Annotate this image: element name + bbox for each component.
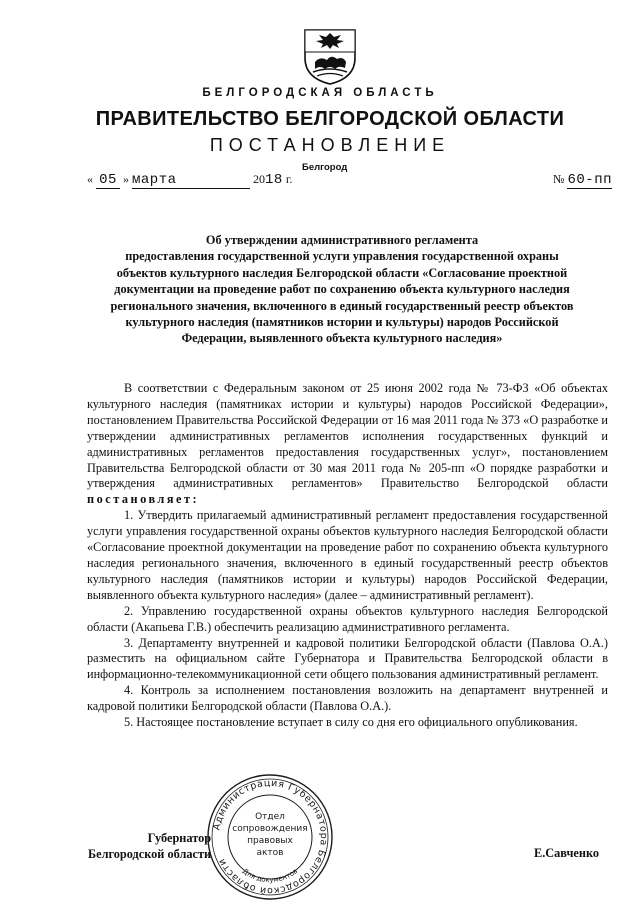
date-year-suffix: 18 [265,172,283,188]
title-line: Федерации, выявленного объекта культурного наследия» [181,331,503,346]
region-name: БЕЛГОРОДСКАЯ ОБЛАСТЬ [202,87,438,99]
document-date [87,172,292,189]
signatory-position [88,830,211,862]
document-title [82,232,602,347]
title-line: культурного наследия (памятников истории и культуры) народов Российской [125,315,559,330]
date-open-quote: « [87,172,93,186]
document-type: ПОСТАНОВЛЕНИЕ [209,135,451,155]
date-close-quote: » [123,172,129,186]
stamp-center-line: актов [256,848,284,858]
title-line: регионального значения, включенного в единый государственный реестр объектов [110,298,574,313]
title-line: документации на проведение работ по сохранению объекта культурного наследия [114,282,570,297]
official-stamp [205,772,335,902]
position-line: Губернатор [147,831,212,845]
date-year-mark: г. [285,172,293,186]
document-number [553,172,612,189]
stamp-ring-text: Администрация Губернатора Белгородской области [211,777,330,897]
stamp-center-line: правовых [247,836,293,846]
number-label: № [553,172,565,186]
stamp-center-line: сопровождения [232,824,308,834]
number-value: 60-пп [567,172,612,188]
position-line: Белгородской области [88,847,212,861]
preamble-text: В соответствии с Федеральным законом от 25 июня 2002 года № 73-ФЗ «Об объектах культурного наследия (памятниках истории и культуры) народов Российской Федерации», постановлением Правительства Российской Федерации от 16 мая 2011 года № 373 «О разработке и утверждении административных регламентов исполнения государственных функций и административных регламентов предоставления государственных услуг», постановлением Правительства Белгородской области от 30 мая 2011 года № 205-пп «О порядке разработки и утверждения административных регламентов» Правительство Белгородской области [87,381,608,491]
stamp-bottom-text: Для документов [240,867,300,885]
clause-paragraph: 1. Утвердить прилагаемый административный регламент предоставления государственной услуги управления государственной охраны объектов культурного наследия Белгородской области «Согласование проектной документации на проведение работ по сохранению объекта культурного наследия регионального значения, включенного в единый государственный реестр объектов культурного наследия (памятников истории и культуры) народов Российской Федерации, выявленного объекта культурного наследия» (далее – административный регламент). [87,508,608,602]
clause-paragraph: 3. Департаменту внутренней и кадровой политики Белгородской области (Павлова О.А.) разместить на официальном сайте Губернатора и Правительства Белгородской области в информационно-телекоммуникационной сети общего пользования административный регламент. [87,635,608,682]
title-line: Об утверждении административного регламента [205,233,479,247]
coat-of-arms-icon [301,24,359,86]
preamble-paragraph [87,381,608,508]
stamp-center-line: Отдел [255,812,285,822]
clause-paragraph: 5. Настоящее постановление вступает в силу со дня его официального опубликования. [124,715,578,730]
document-body [87,381,608,731]
clause-paragraph: 4. Контроль за исполнением постановления возложить на департамент внутренней и кадровой политики Белгородской области (Павлова О.А.). [87,683,608,714]
date-month: марта [132,172,250,189]
title-line: объектов культурного наследия Белгородской области «Согласование проектной [116,265,568,280]
city: Белгород [302,162,348,173]
date-day: 05 [96,172,120,189]
signatory-name: Е.Савченко [534,846,600,860]
clause-paragraph: 2. Управлению государственной охраны объектов культурного наследия Белгородской области (Акапьева Г.В.) обеспечить реализацию административного регламента. [87,603,608,634]
date-year-prefix: 20 [253,172,265,186]
title-line: предоставления государственной услуги управления государственной охраны [125,249,559,264]
resolves-word: постановляет: [87,492,200,507]
government-name: ПРАВИТЕЛЬСТВО БЕЛГОРОДСКОЙ ОБЛАСТИ [95,108,565,130]
